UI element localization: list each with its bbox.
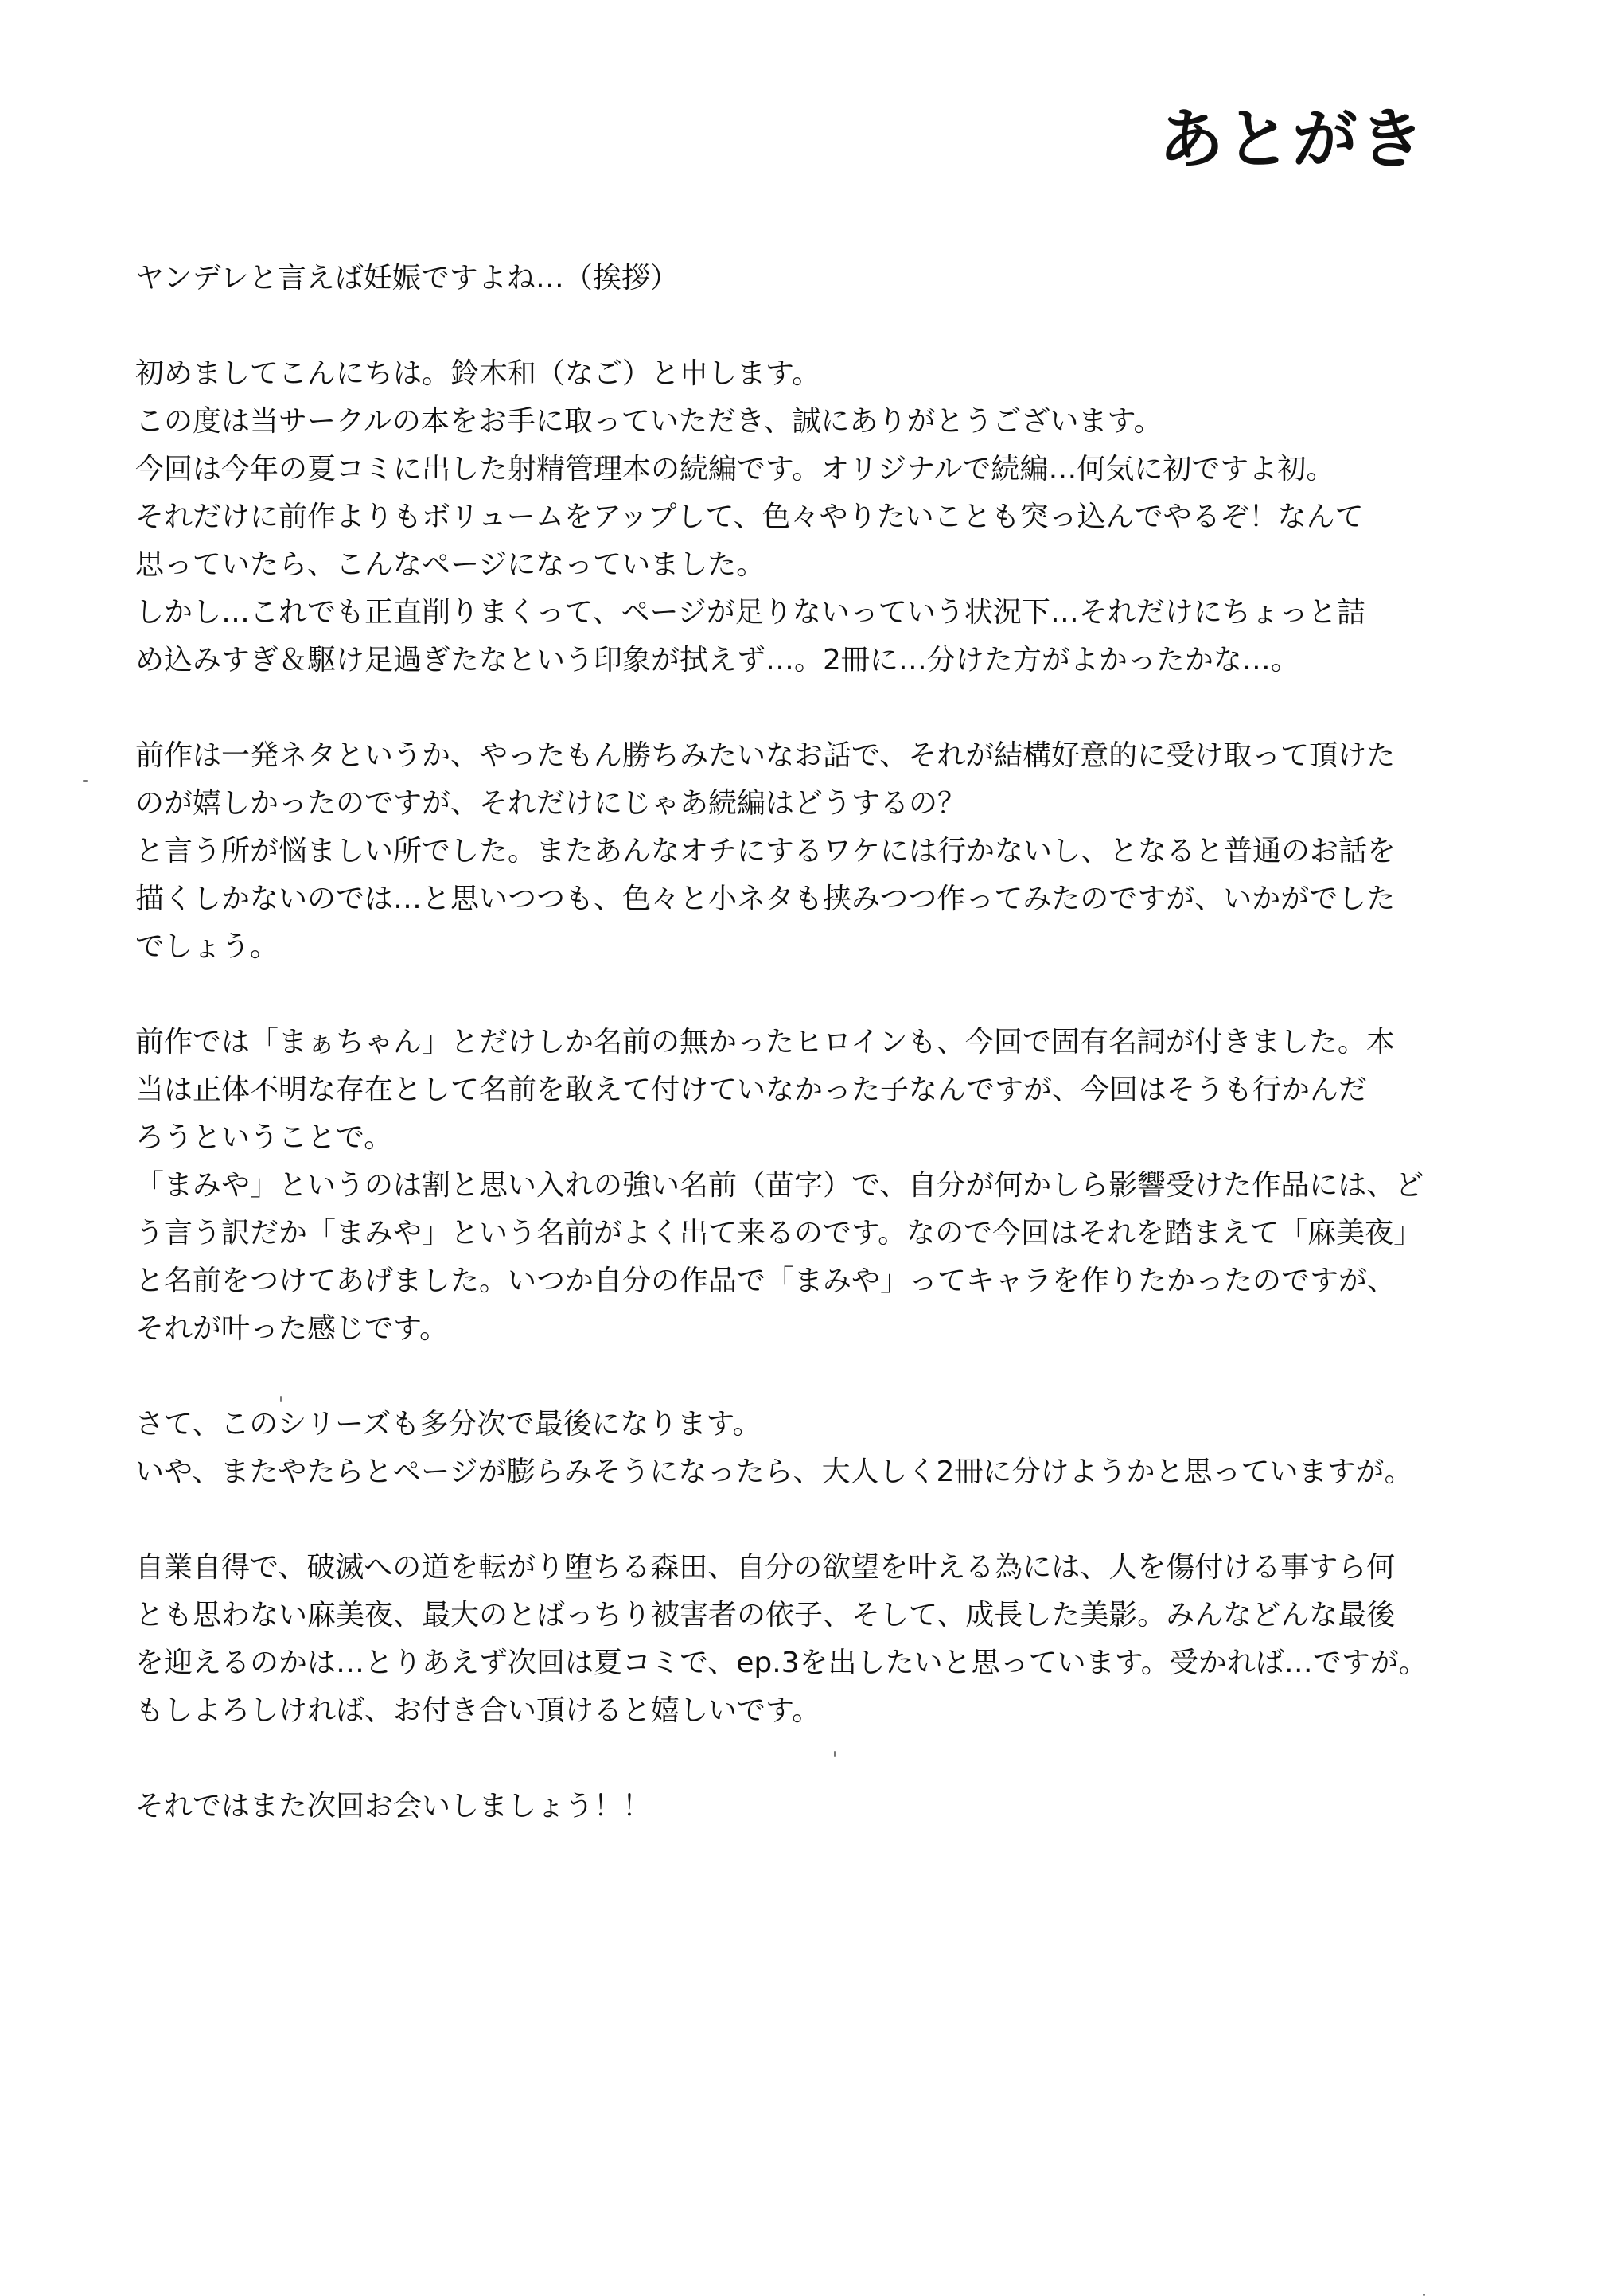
text-line: でしょう。: [135, 930, 279, 963]
paragraph-gap: [135, 1735, 1377, 1783]
text-line: を迎えるのかは…とりあえず次回は夏コミで、ep.3を出したいと思っています。受かれば…ですが。: [135, 1647, 1428, 1679]
text-line: それではまた次回お会いしましょう！！: [135, 1790, 652, 1822]
text-line: のが嬉しかったのですが、それだけにじゃあ続編はどうするの？: [135, 787, 967, 820]
text-line: 前作は一発ネタというか、やったもん勝ちみたいなお話で、それが結構好意的に受け取って頂けた: [135, 739, 1396, 772]
text-line: いや、またやたらとページが膨らみそうになったら、大人しく2冊に分けようかと思っていますが。: [135, 1456, 1413, 1488]
paragraph-gap: [135, 302, 1377, 350]
text-line: う言う訳だか「まみや」という名前がよく出て来るのです。なので今回はそれを踏まえて「麻美夜」: [135, 1217, 1423, 1249]
text-line: ろうということで。: [135, 1121, 393, 1154]
text-line: 前作では「まぁちゃん」とだけしか名前の無かったヒロインも、今回で固有名詞が付きました。本: [135, 1026, 1395, 1058]
paragraph-gap: [135, 1496, 1377, 1544]
paragraph-gap: [135, 1353, 1377, 1401]
text-line: 今回は今年の夏コミに出した射精管理本の続編です。オリジナルで続編…何気に初ですよ初。: [135, 453, 1335, 485]
text-line: 描くしかないのでは…と思いつつも、色々と小ネタも挟みつつ作ってみたのですが、いかがでした: [135, 883, 1396, 915]
paragraph-gap: [135, 684, 1377, 732]
text-line: 当は正体不明な存在として名前を敢えて付けていなかった子なんですが、今回はそうも行かんだ: [135, 1074, 1368, 1106]
text-line: と言う所が悩ましい所でした。またあんなオチにするワケには行かないし、となると普通のお話を: [135, 835, 1396, 867]
afterword-body: [135, 255, 1428, 1830]
text-line: ヤンデレと言えば妊娠ですよね…（挨拶）: [135, 262, 679, 294]
text-line: 「まみや」というのは割と思い入れの強い名前（苗字）で、自分が何かしら影響受けた作品には、ど: [135, 1169, 1424, 1202]
scan-speck: [280, 1396, 282, 1402]
scan-speck: [83, 780, 88, 782]
scan-speck: [834, 1751, 836, 1757]
text-line: もしよろしければ、お付き合い頂けると嬉しいです。: [135, 1694, 821, 1727]
text-line: 初めましてこんにちは。鈴木和（なご）と申します。: [135, 357, 821, 390]
text-line: 思っていたら、こんなページになっていました。: [135, 548, 765, 581]
text-line: それが叶った感じです。: [135, 1312, 449, 1345]
text-line: それだけに前作よりもボリュームをアップして、色々やりたいことも突っ込んでやるぞ！なんて: [135, 501, 1364, 533]
text-line: とも思わない麻美夜、最大のとばっちり被害者の依子、そして、成長した美影。みんなどんな最後: [135, 1599, 1396, 1631]
text-line: 自業自得で、破滅への道を転がり堕ちる森田、自分の欲望を叶える為には、人を傷付ける事すら何: [135, 1551, 1396, 1584]
text-line: と名前をつけてあげました。いつか自分の作品で「まみや」ってキャラを作りたかったのですが、: [135, 1265, 1396, 1297]
text-line: しかし…これでも正直削りまくって、ページが足りないっていう状況下…それだけにちょっと詰: [135, 596, 1365, 629]
text-line: この度は当サークルの本をお手に取っていただき、誠にありがとうございます。: [135, 405, 1163, 438]
page-title: あとがき: [1158, 102, 1426, 177]
text-line: め込みすぎ＆駆け足過ぎたなという印象が拭えず…。2冊に…分けた方がよかったかな…。: [135, 644, 1299, 676]
text-line: さて、このシリーズも多分次で最後になります。: [135, 1408, 762, 1440]
paragraph-gap: [135, 971, 1377, 1019]
